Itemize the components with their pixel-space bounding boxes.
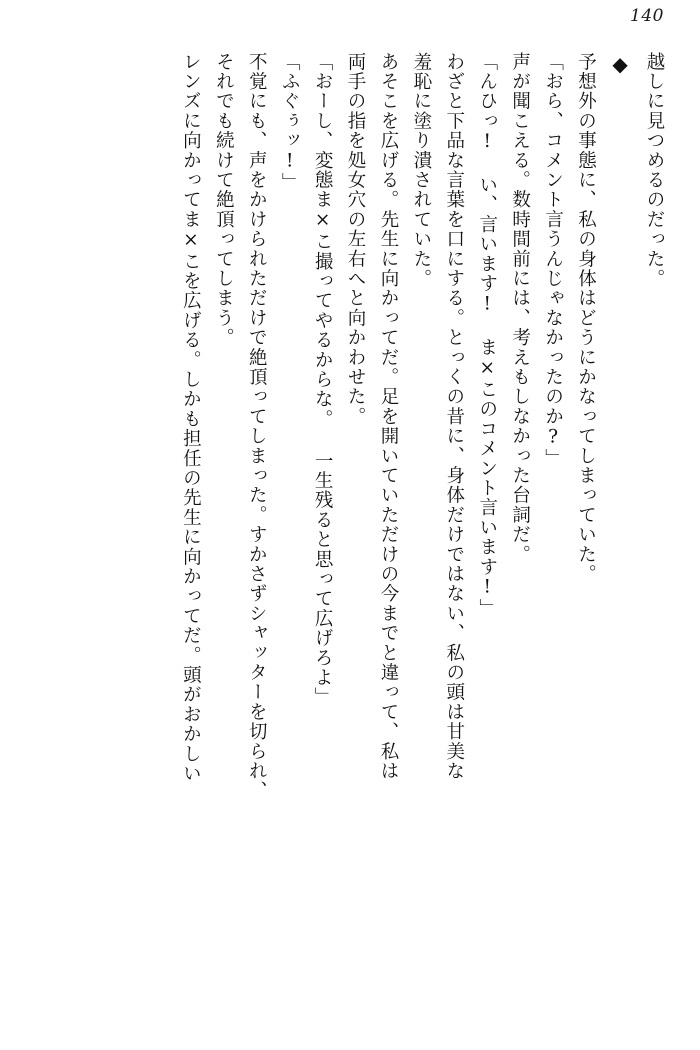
text-line: 「んひっ! い、言います! ま×このコメント言います!」 [476,52,498,619]
text-line: あそこを広げる。先生に向かってだ。足を開いていただけの今までと違って、私は [377,52,399,781]
text-line: 越しに見つめるのだった。 [644,52,665,289]
text-line: わざと下品な言葉を口にする。とっくの昔に、身体だけではない、私の頭は甘美な [443,52,465,781]
text-line: 「おーし、変態ま×こ撮ってやるからな。 一生残ると思って広げろよ」 [312,52,334,708]
text-line: レンズに向かってま×こを広げる。しかも担任の先生に向かってだ。頭がおかしい [180,52,202,784]
text-line: 羞恥に塗り潰されていた。 [410,52,432,289]
diamond-ornament-icon [601,52,637,1010]
text-line: それでも続けて絶頂ってしまう。 [213,52,235,348]
text-line: 「おら、コメント言うんじゃなかったのか?」 [542,52,564,469]
text-line: 予想外の事態に、私の身体はどうにかなってしまっていた。 [575,52,597,584]
diamond-glyph: ◆ [608,52,633,78]
text-line: 両手の指を処女穴の左右へと向かわせた。 [345,52,367,427]
page-number: 140 [630,6,664,26]
text-line: 声が聞こえる。数時間前には、考えもしなかった台詞だ。 [509,52,531,565]
text-line: 「ふぐぅッ!」 [279,52,301,193]
page-body-text [40,52,670,1010]
text-line: 不覚にも、声をかけられただけで絶頂ってしまった。すかさずシャッターを切られ、 [246,52,268,801]
